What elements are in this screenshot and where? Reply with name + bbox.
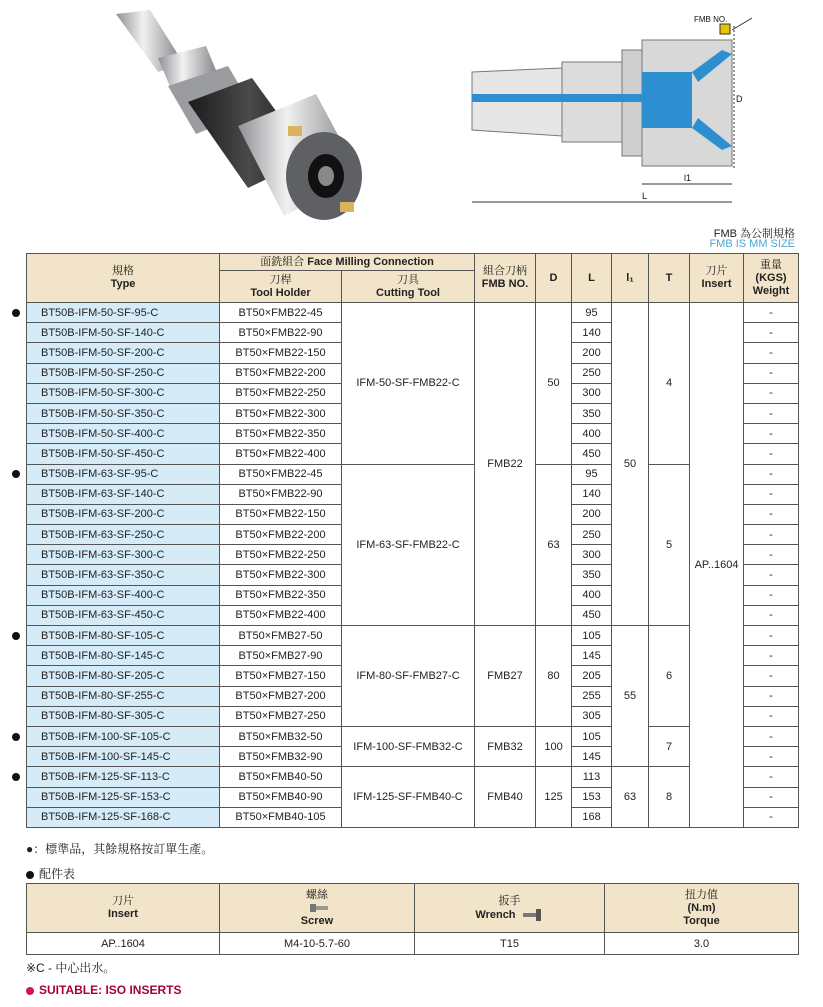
standard-item-bullet-icon — [12, 733, 20, 741]
type-cell: BT50B-IFM-63-SF-200-C — [27, 504, 220, 524]
weight-cell: - — [744, 585, 799, 605]
acc-header-torque: 扭力值 (N.m) Torque — [605, 884, 799, 933]
type-cell: BT50B-IFM-125-SF-113-C — [27, 767, 220, 787]
l-cell: 200 — [572, 343, 612, 363]
l-cell: 305 — [572, 706, 612, 726]
type-cell: BT50B-IFM-50-SF-200-C — [27, 343, 220, 363]
l-cell: 400 — [572, 424, 612, 444]
weight-cell: - — [744, 726, 799, 746]
standard-item-bullet-icon — [12, 470, 20, 478]
type-cell: BT50B-IFM-80-SF-255-C — [27, 686, 220, 706]
fmb-no-label: FMB NO. — [694, 15, 728, 24]
tool-holder-cell: BT50×FMB40-105 — [220, 807, 342, 827]
tool-holder-cell: BT50×FMB27-150 — [220, 666, 342, 686]
weight-cell: - — [744, 444, 799, 464]
t-cell: 5 — [649, 464, 690, 626]
weight-cell: - — [744, 706, 799, 726]
t-cell: 7 — [649, 726, 690, 766]
weight-cell: - — [744, 767, 799, 787]
acc-header-screw: 螺絲 Screw — [220, 884, 415, 933]
tool-holder-cell: BT50×FMB22-250 — [220, 545, 342, 565]
t-cell: 8 — [649, 767, 690, 828]
weight-cell: - — [744, 807, 799, 827]
l-cell: 113 — [572, 767, 612, 787]
cutting-tool-cell: IFM-125-SF-FMB40-C — [342, 767, 475, 828]
spec-table — [26, 253, 799, 828]
d-cell: 50 — [536, 303, 572, 465]
table-row — [27, 464, 799, 484]
l-cell: 450 — [572, 605, 612, 625]
tool-holder-cell: BT50×FMB40-50 — [220, 767, 342, 787]
weight-cell: - — [744, 545, 799, 565]
header-fmb: 組合刀柄 FMB NO. — [475, 254, 536, 303]
table-row — [27, 303, 799, 323]
weight-cell: - — [744, 504, 799, 524]
type-cell: BT50B-IFM-63-SF-400-C — [27, 585, 220, 605]
tool-holder-cell: BT50×FMB27-50 — [220, 626, 342, 646]
fmb-cell: FMB32 — [475, 726, 536, 766]
type-cell: BT50B-IFM-50-SF-400-C — [27, 424, 220, 444]
weight-cell: - — [744, 303, 799, 323]
header-weight: 重量 (KGS) Weight — [744, 254, 799, 303]
l-cell: 140 — [572, 484, 612, 504]
header-face-milling: 面銑組合 Face Milling Connection — [220, 254, 475, 271]
type-cell: BT50B-IFM-50-SF-350-C — [27, 403, 220, 423]
l-cell: 140 — [572, 323, 612, 343]
header-t: T — [649, 254, 690, 303]
insert-cell: AP..1604 — [690, 303, 744, 828]
l-cell: 205 — [572, 666, 612, 686]
cross-section-drawing — [462, 10, 802, 210]
weight-cell: - — [744, 787, 799, 807]
tool-holder-cell: BT50×FMB22-200 — [220, 525, 342, 545]
header-insert: 刀片 Insert — [690, 254, 744, 303]
type-cell: BT50B-IFM-50-SF-450-C — [27, 444, 220, 464]
fmb-metric-note: FMB 為公制規格 — [713, 228, 795, 240]
table-row — [27, 767, 799, 787]
l-dim-label: L — [642, 191, 648, 201]
type-cell: BT50B-IFM-100-SF-145-C — [27, 747, 220, 767]
fmb-cell: FMB40 — [475, 767, 536, 828]
standard-item-note: ●：標準品，其餘規格按訂單生產。 — [26, 842, 214, 856]
header-l1: l₁ — [612, 254, 649, 303]
tool-holder-cell: BT50×FMB22-400 — [220, 605, 342, 625]
table-row — [27, 626, 799, 646]
tool-holder-cell: BT50×FMB22-90 — [220, 484, 342, 504]
accessories-title: 配件表 — [26, 865, 75, 882]
weight-cell: - — [744, 525, 799, 545]
weight-cell: - — [744, 605, 799, 625]
type-cell: BT50B-IFM-63-SF-95-C — [27, 464, 220, 484]
weight-cell: - — [744, 747, 799, 767]
header-d: D — [536, 254, 572, 303]
type-cell: BT50B-IFM-50-SF-95-C — [27, 303, 220, 323]
tool-holder-cell: BT50×FMB22-90 — [220, 323, 342, 343]
weight-cell: - — [744, 323, 799, 343]
type-cell: BT50B-IFM-63-SF-300-C — [27, 545, 220, 565]
accessories-table — [26, 883, 799, 955]
tool-holder-cell: BT50×FMB27-90 — [220, 646, 342, 666]
l-cell: 350 — [572, 565, 612, 585]
type-cell: BT50B-IFM-50-SF-140-C — [27, 323, 220, 343]
tool-holder-cell: BT50×FMB22-300 — [220, 565, 342, 585]
bullet-icon — [26, 987, 34, 995]
t-cell: 6 — [649, 626, 690, 727]
weight-cell: - — [744, 363, 799, 383]
tool-holder-cell: BT50×FMB22-250 — [220, 383, 342, 403]
d-cell: 80 — [536, 626, 572, 727]
l-cell: 105 — [572, 726, 612, 746]
l-cell: 168 — [572, 807, 612, 827]
tool-holder-cell: BT50×FMB32-90 — [220, 747, 342, 767]
type-cell: BT50B-IFM-100-SF-105-C — [27, 726, 220, 746]
l-cell: 105 — [572, 626, 612, 646]
weight-cell: - — [744, 383, 799, 403]
l-cell: 350 — [572, 403, 612, 423]
screw-icon — [309, 902, 329, 914]
coolant-note: ※C - 中心出水。 — [26, 961, 116, 975]
weight-cell: - — [744, 484, 799, 504]
fmb-cell: FMB27 — [475, 626, 536, 727]
l1-cell: 55 — [612, 626, 649, 767]
weight-cell: - — [744, 403, 799, 423]
tool-holder-cell: BT50×FMB22-400 — [220, 444, 342, 464]
cutting-tool-cell: IFM-100-SF-FMB32-C — [342, 726, 475, 766]
weight-cell: - — [744, 565, 799, 585]
tool-holder-cell: BT50×FMB22-45 — [220, 464, 342, 484]
d-dim-label: D — [736, 94, 743, 104]
tool-holder-cell: BT50×FMB40-90 — [220, 787, 342, 807]
l-cell: 95 — [572, 303, 612, 323]
header-type: 規格 Type — [27, 254, 220, 303]
l-cell: 200 — [572, 504, 612, 524]
d-cell: 63 — [536, 464, 572, 626]
wrench-icon — [522, 908, 544, 922]
acc-torque: 3.0 — [605, 933, 799, 955]
l-cell: 450 — [572, 444, 612, 464]
tool-holder-cell: BT50×FMB27-200 — [220, 686, 342, 706]
l-cell: 400 — [572, 585, 612, 605]
weight-cell: - — [744, 626, 799, 646]
cutting-tool-cell: IFM-80-SF-FMB27-C — [342, 626, 475, 727]
type-cell: BT50B-IFM-80-SF-305-C — [27, 706, 220, 726]
tool-holder-cell: BT50×FMB22-300 — [220, 403, 342, 423]
acc-header-wrench: 扳手 Wrench — [415, 884, 605, 933]
l-cell: 250 — [572, 525, 612, 545]
standard-item-bullet-icon — [12, 773, 20, 781]
l-cell: 153 — [572, 787, 612, 807]
type-cell: BT50B-IFM-50-SF-300-C — [27, 383, 220, 403]
acc-header-insert: 刀片 Insert — [27, 884, 220, 933]
l-cell: 145 — [572, 646, 612, 666]
l-cell: 250 — [572, 363, 612, 383]
l-cell: 300 — [572, 383, 612, 403]
fmb-mm-note: FMB IS MM SIZE — [709, 238, 795, 250]
weight-cell: - — [744, 343, 799, 363]
type-cell: BT50B-IFM-50-SF-250-C — [27, 363, 220, 383]
acc-insert: AP..1604 — [27, 933, 220, 955]
l1-cell: 63 — [612, 767, 649, 828]
standard-item-bullet-icon — [12, 309, 20, 317]
l-cell: 95 — [572, 464, 612, 484]
tool-holder-cell: BT50×FMB32-50 — [220, 726, 342, 746]
tool-holder-cell: BT50×FMB22-200 — [220, 363, 342, 383]
l1-cell: 50 — [612, 303, 649, 626]
header-l: L — [572, 254, 612, 303]
header-tool-holder: 刀桿 Tool Holder — [220, 271, 342, 303]
l1-dim-label: l1 — [684, 173, 692, 183]
weight-cell: - — [744, 666, 799, 686]
weight-cell: - — [744, 686, 799, 706]
tool-holder-photo — [88, 6, 378, 234]
type-cell: BT50B-IFM-63-SF-450-C — [27, 605, 220, 625]
suitable-inserts: SUITABLE: ISO INSERTS — [26, 983, 181, 997]
d-cell: 125 — [536, 767, 572, 828]
t-cell: 4 — [649, 303, 690, 465]
type-cell: BT50B-IFM-125-SF-168-C — [27, 807, 220, 827]
acc-wrench: T15 — [415, 933, 605, 955]
d-cell: 100 — [536, 726, 572, 766]
weight-cell: - — [744, 464, 799, 484]
type-cell: BT50B-IFM-80-SF-105-C — [27, 626, 220, 646]
type-cell: BT50B-IFM-80-SF-205-C — [27, 666, 220, 686]
weight-cell: - — [744, 646, 799, 666]
tool-holder-cell: BT50×FMB22-150 — [220, 504, 342, 524]
weight-cell: - — [744, 424, 799, 444]
header-cutting-tool: 刀具 Cutting Tool — [342, 271, 475, 303]
type-cell: BT50B-IFM-80-SF-145-C — [27, 646, 220, 666]
cutting-tool-cell: IFM-50-SF-FMB22-C — [342, 303, 475, 465]
type-cell: BT50B-IFM-125-SF-153-C — [27, 787, 220, 807]
tool-holder-cell: BT50×FMB22-350 — [220, 424, 342, 444]
l-cell: 300 — [572, 545, 612, 565]
table-row — [27, 726, 799, 746]
tool-holder-cell: BT50×FMB22-150 — [220, 343, 342, 363]
type-cell: BT50B-IFM-63-SF-250-C — [27, 525, 220, 545]
tool-holder-cell: BT50×FMB27-250 — [220, 706, 342, 726]
standard-item-bullet-icon — [12, 632, 20, 640]
tool-holder-cell: BT50×FMB22-350 — [220, 585, 342, 605]
type-cell: BT50B-IFM-63-SF-140-C — [27, 484, 220, 504]
l-cell: 255 — [572, 686, 612, 706]
cutting-tool-cell: IFM-63-SF-FMB22-C — [342, 464, 475, 626]
type-cell: BT50B-IFM-63-SF-350-C — [27, 565, 220, 585]
bullet-icon — [26, 871, 34, 879]
fmb-cell: FMB22 — [475, 303, 536, 626]
acc-screw: M4-10-5.7-60 — [220, 933, 415, 955]
tool-holder-cell: BT50×FMB22-45 — [220, 303, 342, 323]
l-cell: 145 — [572, 747, 612, 767]
